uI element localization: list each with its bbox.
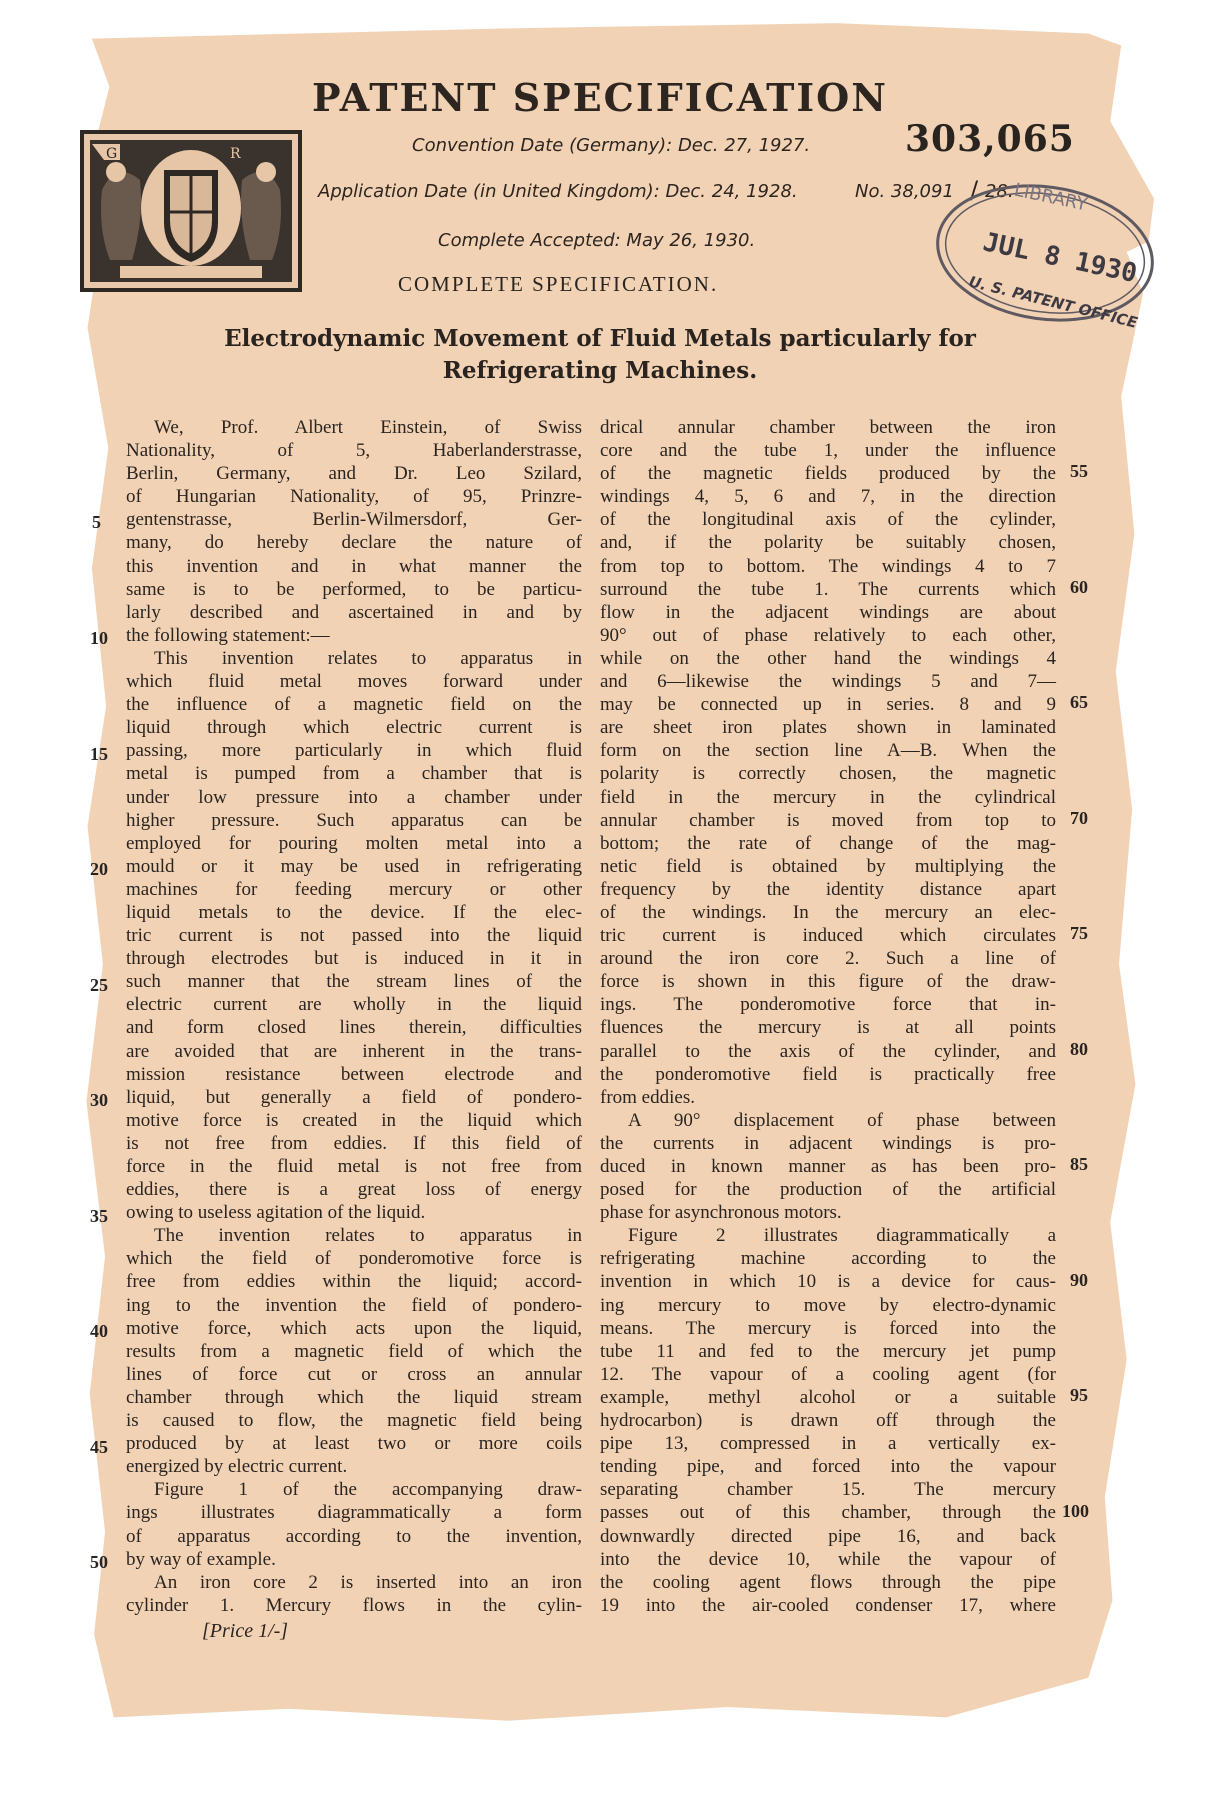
text-line: field in the mercury in the cylindrical (600, 786, 1056, 808)
application-date: Application Date (in United Kingdom): Dec. 24, 1928. (318, 181, 798, 202)
text-line: fluences the mercury is at all points (600, 1017, 1056, 1039)
line-number: 65 (1070, 692, 1088, 712)
text-line: tric current is not passed into the liquid (126, 925, 582, 947)
complete-accepted-date: Complete Accepted: May 26, 1930. (438, 230, 756, 251)
right-column (600, 416, 1056, 1617)
invention-title-line1: Electrodynamic Movement of Fluid Metals particularly for (224, 325, 976, 352)
text-line: gentenstrasse, Berlin-Wilmersdorf, Ger- (126, 509, 582, 531)
text-line: employed for pouring molten metal into a (126, 832, 582, 854)
text-line: the currents in adjacent windings is pro- (600, 1132, 1056, 1154)
text-line: force is shown in this figure of the draw- (600, 971, 1056, 993)
text-line: annular chamber is moved from top to (600, 809, 1056, 831)
text-line: electric current are wholly in the liquid (126, 994, 582, 1016)
application-number: No. 38,091 (855, 181, 954, 202)
text-line: and, if the polarity be suitably chosen, (600, 532, 1056, 554)
text-line: produced by at least two or more coils (126, 1433, 582, 1455)
application-number-slash: / (970, 176, 979, 204)
text-line: may be connected up in series. 8 and 9 (600, 694, 1056, 716)
text-line: pipe 13, compressed in a vertically ex- (600, 1433, 1056, 1455)
text-line: is not free from eddies. If this field of (126, 1132, 582, 1154)
text-line: This invention relates to apparatus in (154, 647, 582, 669)
invention-title (170, 323, 1030, 387)
text-line: the cooling agent flows through the pipe (600, 1571, 1056, 1593)
text-line: which the field of ponderomotive force is (126, 1248, 582, 1270)
text-line: such manner that the stream lines of the (126, 971, 582, 993)
complete-specification-label: COMPLETE SPECIFICATION. (398, 272, 719, 296)
application-number-suffix: 28. (985, 181, 1014, 202)
line-number: 80 (1070, 1039, 1088, 1059)
text-line: Figure 2 illustrates diagrammatically a (628, 1225, 1056, 1247)
text-line: duced in known manner as has been pro- (600, 1156, 1056, 1177)
svg-text:G: G (106, 146, 118, 162)
text-line: invention in which 10 is a device for caus- (600, 1271, 1056, 1293)
document-title: PATENT SPECIFICATION (312, 75, 888, 120)
text-line: means. The mercury is forced into the (600, 1317, 1056, 1339)
text-line: passes out of this chamber, through the (600, 1502, 1056, 1524)
text-line: eddies, there is a great loss of energy (126, 1179, 582, 1201)
text-line: downwardly directed pipe 16, and back (600, 1525, 1056, 1547)
line-number: 45 (90, 1437, 108, 1457)
text-line: liquid metals to the device. If the elec- (126, 901, 582, 923)
text-line: liquid through which electric current is (126, 717, 582, 739)
text-line: and 6—likewise the windings 5 and 7— (600, 671, 1056, 693)
text-line: this invention and in what manner the (126, 555, 582, 577)
text-line: ings. The ponderomotive force that in- (600, 994, 1056, 1016)
royal-coat-of-arms-icon (80, 130, 302, 292)
text-line: cylinder 1. Mercury flows in the cylin- (126, 1594, 582, 1616)
text-line: the following statement:— (126, 624, 330, 646)
stamp-date: JUL 8 1930 (980, 227, 1140, 290)
line-number: 10 (90, 628, 108, 648)
text-line: motive force, which acts upon the liquid, (126, 1317, 582, 1339)
text-line: ings illustrates diagrammatically a form (126, 1502, 582, 1524)
price-label: [Price 1/-] (202, 1620, 289, 1642)
text-line: lines of force cut or cross an annular (126, 1363, 582, 1385)
text-line: separating chamber 15. The mercury (600, 1479, 1056, 1501)
text-line: from eddies. (600, 1086, 695, 1108)
line-number: 95 (1070, 1385, 1088, 1405)
text-line: core and the tube 1, under the influence (600, 440, 1056, 462)
text-line: Nationality, of 5, Haberlanderstrasse, (126, 440, 582, 462)
line-number: 35 (90, 1206, 108, 1226)
text-line: of the magnetic fields produced by the (600, 463, 1056, 485)
text-line: refrigerating machine according to the (600, 1248, 1056, 1270)
text-line: the influence of a magnetic field on the (126, 694, 582, 716)
text-line: passing, more particularly in which fluid (126, 740, 582, 762)
text-line: motive force is created in the liquid which (126, 1109, 582, 1131)
text-line: Figure 1 of the accompanying draw- (154, 1479, 582, 1501)
text-line: under low pressure into a chamber under (126, 786, 582, 808)
text-line: drical annular chamber between the iron (600, 417, 1056, 438)
text-line: of the longitudinal axis of the cylinder, (600, 509, 1056, 531)
left-column (126, 416, 582, 1617)
text-line: posed for the production of the artificial (600, 1179, 1056, 1201)
text-line: of apparatus according to the invention, (126, 1525, 582, 1547)
text-line: free from eddies within the liquid; accord- (126, 1271, 582, 1293)
text-line: while on the other hand the windings 4 (600, 647, 1056, 669)
text-line: Berlin, Germany, and Dr. Leo Szilard, (126, 463, 582, 485)
text-line: machines for feeding mercury or other (126, 878, 582, 900)
text-line: larly described and ascertained in and by (126, 601, 582, 623)
text-line: hydrocarbon) is drawn off through the (600, 1410, 1056, 1432)
text-line: owing to useless agitation of the liquid. (126, 1202, 426, 1224)
line-number: 100 (1062, 1501, 1089, 1521)
text-line: higher pressure. Such apparatus can be (126, 809, 582, 831)
line-number: 50 (90, 1552, 108, 1572)
line-number: 25 (90, 975, 108, 995)
text-line: form on the section line A—B. When the (600, 740, 1056, 762)
line-number: 40 (90, 1321, 108, 1341)
text-line: phase for asynchronous motors. (600, 1202, 842, 1224)
line-number: 90 (1070, 1270, 1088, 1290)
stamp-top-text: LIBRARY (1012, 179, 1090, 216)
text-line: 19 into the air-cooled condenser 17, where (600, 1594, 1056, 1616)
text-line: netic field is obtained by multiplying the (600, 855, 1056, 877)
text-line: frequency by the identity distance apart (600, 878, 1056, 900)
line-number: 75 (1070, 923, 1088, 943)
text-line: liquid, but generally a field of pondero- (126, 1086, 582, 1108)
line-number: 70 (1070, 808, 1088, 828)
text-line: 12. The vapour of a cooling agent (for (600, 1363, 1056, 1385)
text-line: An iron core 2 is inserted into an iron (154, 1571, 582, 1593)
line-number: 30 (90, 1090, 108, 1110)
text-line: ing to the invention the field of pondero- (126, 1294, 582, 1316)
text-line: metal is pumped from a chamber that is (126, 763, 582, 785)
text-line: tending pipe, and forced into the vapour (600, 1456, 1056, 1478)
text-line: through electrodes but is induced in it in (126, 948, 582, 970)
text-line: are sheet iron plates shown in laminated (600, 717, 1056, 739)
text-line: ing mercury to move by electro-dynamic (600, 1294, 1056, 1316)
text-line: mould or it may be used in refrigerating (126, 855, 582, 877)
text-line: parallel to the axis of the cylinder, and (600, 1040, 1056, 1062)
text-line: windings 4, 5, 6 and 7, in the direction (600, 486, 1056, 508)
text-line: tric current is induced which circulates (600, 925, 1056, 947)
line-number: 85 (1070, 1154, 1088, 1174)
text-line: A 90° displacement of phase between (628, 1109, 1056, 1131)
text-line: polarity is correctly chosen, the magnetic (600, 763, 1056, 785)
text-line: energized by electric current. (126, 1456, 348, 1478)
text-line: into the device 10, while the vapour of (600, 1548, 1056, 1570)
line-number: 15 (90, 744, 108, 764)
text-line: of Hungarian Nationality, of 95, Prinzre- (126, 486, 582, 508)
text-line: example, methyl alcohol or a suitable (600, 1386, 1056, 1408)
text-line: by way of example. (126, 1548, 276, 1570)
patent-number: 303,065 (905, 118, 1075, 160)
library-received-stamp-icon (920, 165, 1160, 335)
text-line: 90° out of phase relatively to each other, (600, 624, 1056, 646)
text-line: same is to be performed, to be particu- (126, 578, 582, 600)
text-line: chamber through which the liquid stream (126, 1386, 582, 1408)
text-line: the ponderomotive field is practically free (600, 1063, 1056, 1085)
text-line: The invention relates to apparatus in (154, 1225, 582, 1247)
line-number: 60 (1070, 577, 1088, 597)
svg-text:R: R (230, 146, 241, 162)
text-line: bottom; the rate of change of the mag- (600, 832, 1056, 854)
text-line: tube 11 and fed to the mercury jet pump (600, 1340, 1056, 1362)
stamp-office: U. S. PATENT OFFICE (966, 272, 1140, 332)
text-line: surround the tube 1. The currents which (600, 578, 1056, 600)
invention-title-line2: Refrigerating Machines. (442, 357, 758, 384)
text-line: is caused to flow, the magnetic field being (126, 1410, 582, 1432)
text-line: mission resistance between electrode and (126, 1063, 582, 1085)
text-line: We, Prof. Albert Einstein, of Swiss (154, 417, 582, 438)
text-line: many, do hereby declare the nature of (126, 532, 582, 554)
line-number: 5 (92, 512, 101, 532)
text-line: which fluid metal moves forward under (126, 671, 582, 693)
line-number: 55 (1070, 461, 1088, 481)
text-line: results from a magnetic field of which the (126, 1340, 582, 1362)
text-line: from top to bottom. The windings 4 to 7 (600, 555, 1056, 577)
convention-date: Convention Date (Germany): Dec. 27, 1927. (412, 135, 811, 156)
text-line: are avoided that are inherent in the trans- (126, 1040, 582, 1062)
text-line: flow in the adjacent windings are about (600, 601, 1056, 623)
text-line: force in the fluid metal is not free from (126, 1156, 582, 1177)
text-line: and form closed lines therein, difficulties (126, 1017, 582, 1039)
text-line: of the windings. In the mercury an elec- (600, 901, 1056, 923)
text-line: around the iron core 2. Such a line of (600, 948, 1056, 970)
line-number: 20 (90, 859, 108, 879)
